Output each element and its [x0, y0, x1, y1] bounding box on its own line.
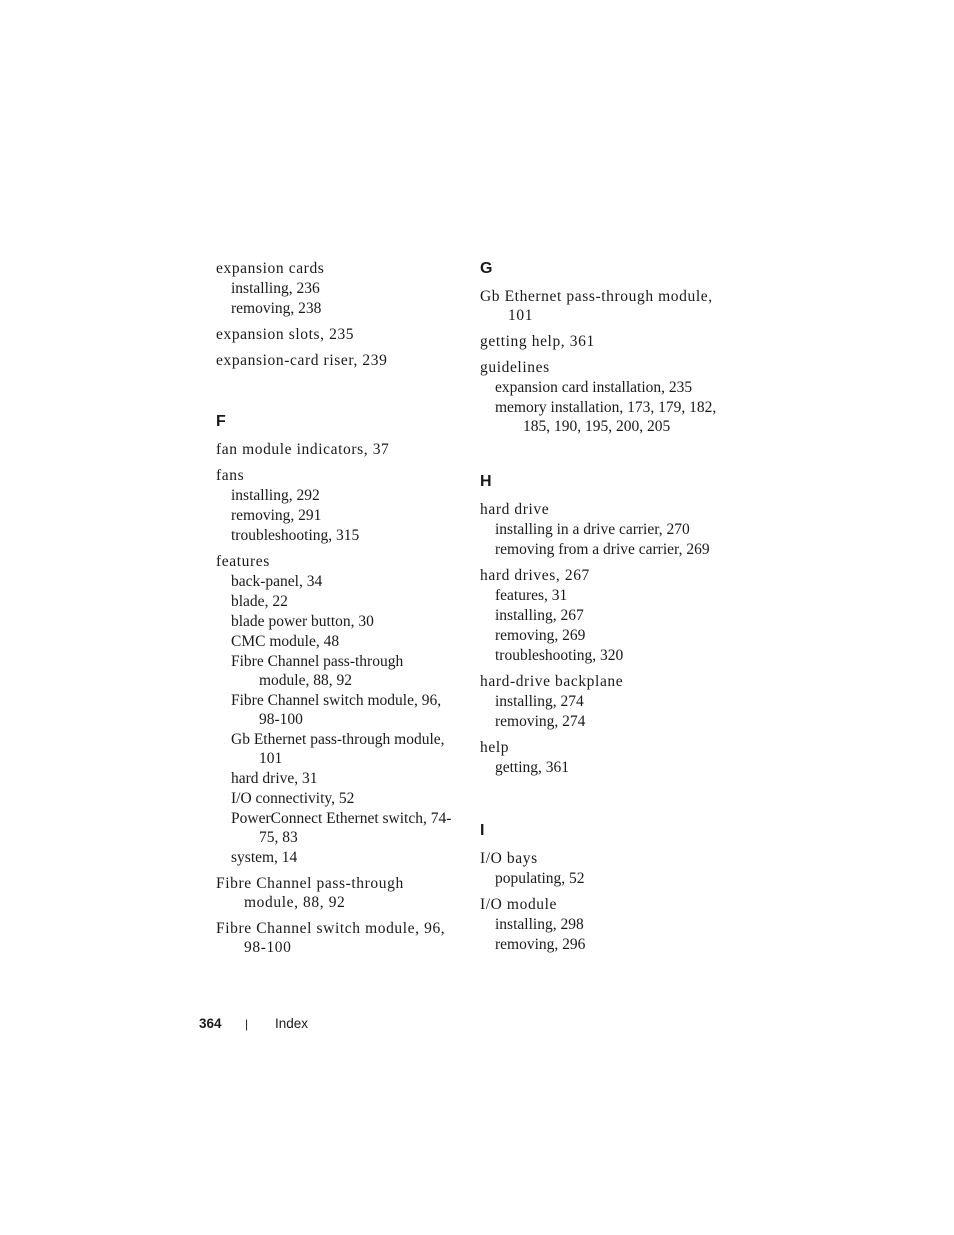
page-footer — [199, 1015, 308, 1033]
index-term: expansion cards — [216, 260, 325, 277]
index-subterm: installing, 274 — [495, 693, 584, 710]
index-subterm: hard drive, 31 — [231, 770, 318, 787]
index-entry — [216, 919, 456, 957]
index-subterm: removing, 238 — [231, 300, 322, 317]
index-subterm: removing, 269 — [495, 627, 586, 644]
left-index-column — [216, 259, 456, 964]
index-entry — [480, 849, 730, 888]
index-subterm: troubleshooting, 315 — [231, 527, 360, 544]
index-entry — [480, 895, 730, 954]
index-subterm: removing from a drive carrier, 269 — [495, 541, 710, 558]
index-subterm: expansion card installation, 235 — [495, 379, 693, 396]
index-subterm: installing, 298 — [495, 916, 584, 933]
index-term: hard-drive backplane — [480, 673, 624, 690]
index-term: fan module indicators, 37 — [216, 441, 390, 458]
index-term: Fibre Channel pass-through module, 88, 92 — [216, 875, 404, 911]
index-subterm: removing, 274 — [495, 713, 586, 730]
index-subterm: Fibre Channel pass-through module, 88, 92 — [231, 653, 404, 689]
index-subterm: populating, 52 — [495, 870, 585, 887]
index-term: fans — [216, 467, 245, 484]
index-term: I/O bays — [480, 850, 538, 867]
index-subterm: Fibre Channel switch module, 96, 98-100 — [231, 692, 442, 728]
section-letter-h: H — [480, 473, 492, 490]
index-entry — [480, 500, 730, 559]
index-subterm: installing, 292 — [231, 487, 320, 504]
index-term: expansion slots, 235 — [216, 326, 355, 343]
index-entry — [480, 358, 730, 436]
index-subterm: memory installation, 173, 179, 182, 185, 190, 195, 200, 205 — [495, 399, 717, 435]
index-subterm: system, 14 — [231, 849, 298, 866]
index-entry — [216, 351, 456, 370]
index-subterm: troubleshooting, 320 — [495, 647, 624, 664]
index-entry — [480, 287, 730, 325]
section-letter-f: F — [216, 413, 226, 430]
index-entry — [216, 325, 456, 344]
index-term: hard drives, 267 — [480, 567, 590, 584]
page-number: 364 — [199, 1016, 222, 1031]
index-term: help — [480, 739, 510, 756]
index-term: guidelines — [480, 359, 550, 376]
index-entry — [480, 672, 730, 731]
index-subterm: blade, 22 — [231, 593, 288, 610]
index-entry — [216, 466, 456, 545]
index-subterm: Gb Ethernet pass-through module, 101 — [231, 731, 445, 767]
index-subterm: installing in a drive carrier, 270 — [495, 521, 690, 538]
footer-section-title: Index — [275, 1016, 309, 1031]
index-subterm: installing, 236 — [231, 280, 320, 297]
footer-separator: | — [245, 1017, 249, 1031]
index-term: expansion-card riser, 239 — [216, 352, 388, 369]
section-letter-i: I — [480, 822, 485, 839]
index-subterm: back-panel, 34 — [231, 573, 323, 590]
index-term: Gb Ethernet pass-through module, 101 — [480, 288, 713, 324]
index-subterm: CMC module, 48 — [231, 633, 340, 650]
index-subterm: blade power button, 30 — [231, 613, 374, 630]
index-entry — [216, 440, 456, 459]
index-entry — [480, 332, 730, 351]
index-term: getting help, 361 — [480, 333, 595, 350]
index-entry — [216, 552, 456, 867]
index-entry — [480, 738, 730, 777]
section-letter-g: G — [480, 260, 493, 277]
index-term: I/O module — [480, 896, 558, 913]
index-subterm: I/O connectivity, 52 — [231, 790, 355, 807]
index-entry — [216, 259, 456, 318]
index-subterm: removing, 296 — [495, 936, 586, 953]
index-subterm: removing, 291 — [231, 507, 322, 524]
index-subterm: features, 31 — [495, 587, 568, 604]
index-entry — [480, 566, 730, 665]
index-subterm: PowerConnect Ethernet switch, 74-75, 83 — [231, 810, 452, 846]
index-subterm: installing, 267 — [495, 607, 584, 624]
index-term: hard drive — [480, 501, 550, 518]
index-subterm: getting, 361 — [495, 759, 570, 776]
index-entry — [216, 874, 456, 912]
index-term: features — [216, 553, 270, 570]
right-index-column — [480, 259, 730, 961]
index-term: Fibre Channel switch module, 96, 98-100 — [216, 920, 446, 956]
